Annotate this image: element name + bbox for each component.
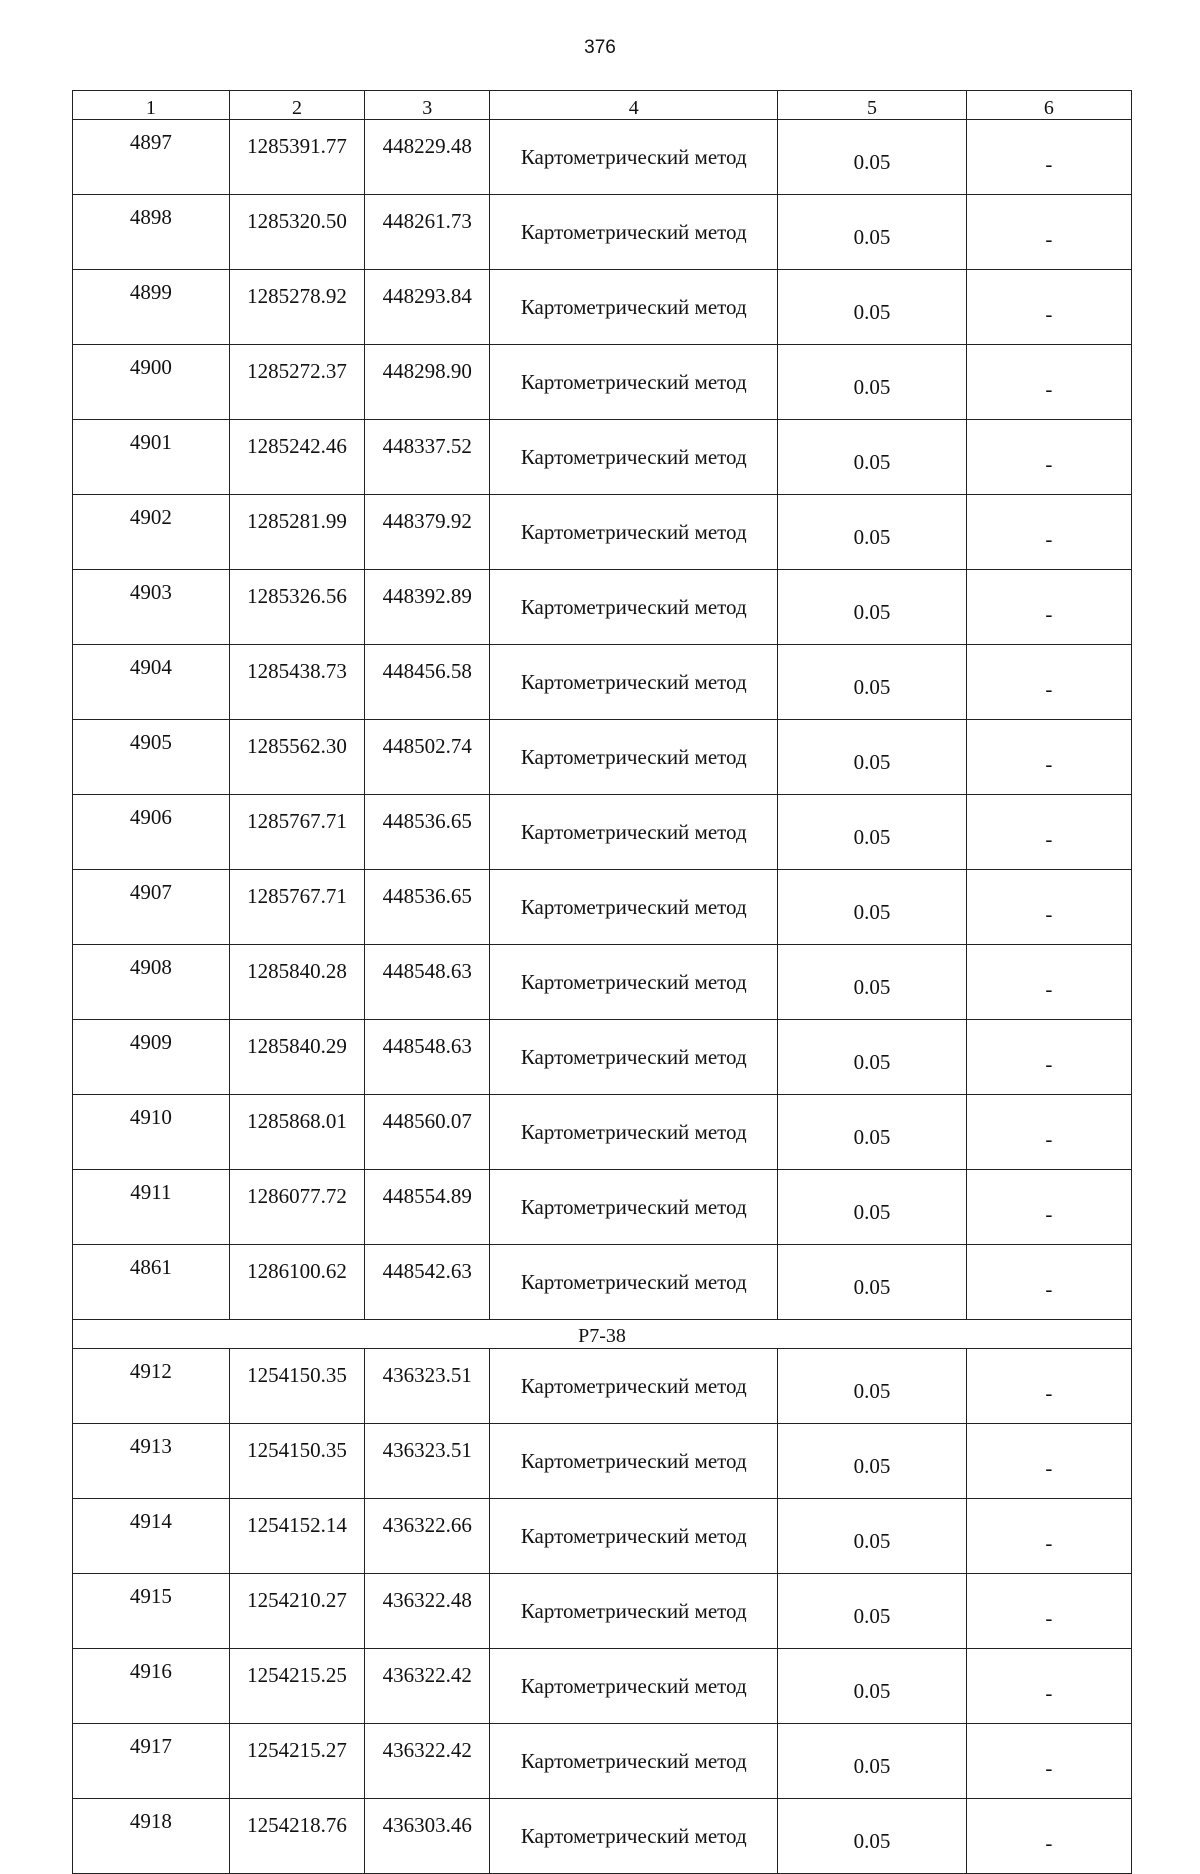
y-coordinate: 448542.63: [365, 1245, 490, 1320]
accuracy-cell: 0.05: [778, 1799, 967, 1874]
y-coordinate: 436322.66: [365, 1499, 490, 1574]
extra-cell: -: [966, 1499, 1131, 1574]
table-row: [73, 1649, 1132, 1724]
extra-cell: -: [966, 1649, 1131, 1724]
x-coordinate: 1285840.29: [229, 1020, 365, 1095]
x-coordinate: 1285438.73: [229, 645, 365, 720]
accuracy-cell: 0.05: [778, 870, 967, 945]
table-row: [73, 1799, 1132, 1874]
point-number: 4899: [73, 270, 230, 345]
table-row: [73, 720, 1132, 795]
table-row: [73, 1349, 1132, 1424]
extra-cell: -: [966, 1020, 1131, 1095]
point-number: 4910: [73, 1095, 230, 1170]
point-number: 4905: [73, 720, 230, 795]
x-coordinate: 1254215.25: [229, 1649, 365, 1724]
accuracy-cell: 0.05: [778, 1499, 967, 1574]
point-number: 4913: [73, 1424, 230, 1499]
y-coordinate: 448536.65: [365, 795, 490, 870]
y-coordinate: 448456.58: [365, 645, 490, 720]
table-row: [73, 1170, 1132, 1245]
y-coordinate: 448229.48: [365, 120, 490, 195]
table-row: [73, 345, 1132, 420]
accuracy-cell: 0.05: [778, 645, 967, 720]
accuracy-cell: 0.05: [778, 945, 967, 1020]
section-label: Р7-38: [73, 1320, 1132, 1349]
method-cell: Картометрический метод: [490, 495, 778, 570]
extra-cell: -: [966, 870, 1131, 945]
accuracy-cell: 0.05: [778, 1724, 967, 1799]
table-row: [73, 570, 1132, 645]
accuracy-cell: 0.05: [778, 1349, 967, 1424]
table-row: [73, 1424, 1132, 1499]
method-cell: Картометрический метод: [490, 945, 778, 1020]
method-cell: Картометрический метод: [490, 1349, 778, 1424]
y-coordinate: 448548.63: [365, 945, 490, 1020]
page-number: 376: [584, 37, 616, 58]
y-coordinate: 448554.89: [365, 1170, 490, 1245]
point-number: 4901: [73, 420, 230, 495]
x-coordinate: 1285767.71: [229, 870, 365, 945]
method-cell: Картометрический метод: [490, 1170, 778, 1245]
extra-cell: -: [966, 345, 1131, 420]
y-coordinate: 448548.63: [365, 1020, 490, 1095]
table-row: [73, 795, 1132, 870]
point-number: 4898: [73, 195, 230, 270]
x-coordinate: 1285272.37: [229, 345, 365, 420]
extra-cell: -: [966, 1724, 1131, 1799]
point-number: 4908: [73, 945, 230, 1020]
y-coordinate: 436323.51: [365, 1424, 490, 1499]
method-cell: Картометрический метод: [490, 1649, 778, 1724]
y-coordinate: 448379.92: [365, 495, 490, 570]
accuracy-cell: 0.05: [778, 570, 967, 645]
table-row: [73, 1245, 1132, 1320]
x-coordinate: 1254218.76: [229, 1799, 365, 1874]
y-coordinate: 448298.90: [365, 345, 490, 420]
point-number: 4902: [73, 495, 230, 570]
method-cell: Картометрический метод: [490, 120, 778, 195]
method-cell: Картометрический метод: [490, 1724, 778, 1799]
accuracy-cell: 0.05: [778, 1649, 967, 1724]
y-coordinate: 448392.89: [365, 570, 490, 645]
point-number: 4915: [73, 1574, 230, 1649]
y-coordinate: 448337.52: [365, 420, 490, 495]
column-header: 1: [73, 91, 230, 120]
y-coordinate: 448293.84: [365, 270, 490, 345]
table-row: [73, 420, 1132, 495]
extra-cell: -: [966, 1799, 1131, 1874]
point-number: 4907: [73, 870, 230, 945]
y-coordinate: 436322.42: [365, 1649, 490, 1724]
accuracy-cell: 0.05: [778, 120, 967, 195]
column-header: 5: [778, 91, 967, 120]
table-row: [73, 1020, 1132, 1095]
extra-cell: -: [966, 795, 1131, 870]
point-number: 4917: [73, 1724, 230, 1799]
accuracy-cell: 0.05: [778, 420, 967, 495]
extra-cell: -: [966, 420, 1131, 495]
section-row: [73, 1320, 1132, 1349]
accuracy-cell: 0.05: [778, 1020, 967, 1095]
x-coordinate: 1286077.72: [229, 1170, 365, 1245]
y-coordinate: 436303.46: [365, 1799, 490, 1874]
method-cell: Картометрический метод: [490, 195, 778, 270]
extra-cell: -: [966, 1245, 1131, 1320]
point-number: 4861: [73, 1245, 230, 1320]
accuracy-cell: 0.05: [778, 1170, 967, 1245]
x-coordinate: 1254152.14: [229, 1499, 365, 1574]
column-header: 4: [490, 91, 778, 120]
y-coordinate: 448261.73: [365, 195, 490, 270]
coordinates-table: [72, 90, 1132, 1874]
table-row: [73, 195, 1132, 270]
method-cell: Картометрический метод: [490, 570, 778, 645]
x-coordinate: 1285242.46: [229, 420, 365, 495]
column-header: 2: [229, 91, 365, 120]
method-cell: Картометрический метод: [490, 1095, 778, 1170]
x-coordinate: 1286100.62: [229, 1245, 365, 1320]
y-coordinate: 436322.48: [365, 1574, 490, 1649]
point-number: 4897: [73, 120, 230, 195]
point-number: 4916: [73, 1649, 230, 1724]
extra-cell: -: [966, 570, 1131, 645]
point-number: 4914: [73, 1499, 230, 1574]
table-row: [73, 945, 1132, 1020]
point-number: 4903: [73, 570, 230, 645]
accuracy-cell: 0.05: [778, 345, 967, 420]
table-row: [73, 870, 1132, 945]
extra-cell: -: [966, 195, 1131, 270]
point-number: 4900: [73, 345, 230, 420]
y-coordinate: 448536.65: [365, 870, 490, 945]
point-number: 4904: [73, 645, 230, 720]
column-header: 6: [966, 91, 1131, 120]
point-number: 4909: [73, 1020, 230, 1095]
method-cell: Картометрический метод: [490, 345, 778, 420]
method-cell: Картометрический метод: [490, 870, 778, 945]
y-coordinate: 436323.51: [365, 1349, 490, 1424]
method-cell: Картометрический метод: [490, 1574, 778, 1649]
x-coordinate: 1254150.35: [229, 1349, 365, 1424]
table-row: [73, 120, 1132, 195]
table-row: [73, 1574, 1132, 1649]
method-cell: Картометрический метод: [490, 1424, 778, 1499]
extra-cell: -: [966, 120, 1131, 195]
extra-cell: -: [966, 1574, 1131, 1649]
extra-cell: -: [966, 1424, 1131, 1499]
x-coordinate: 1285562.30: [229, 720, 365, 795]
x-coordinate: 1254210.27: [229, 1574, 365, 1649]
method-cell: Картометрический метод: [490, 1799, 778, 1874]
extra-cell: -: [966, 1095, 1131, 1170]
table-header-row: [73, 91, 1132, 120]
x-coordinate: 1285281.99: [229, 495, 365, 570]
method-cell: Картометрический метод: [490, 270, 778, 345]
point-number: 4918: [73, 1799, 230, 1874]
accuracy-cell: 0.05: [778, 270, 967, 345]
y-coordinate: 436322.42: [365, 1724, 490, 1799]
accuracy-cell: 0.05: [778, 1424, 967, 1499]
accuracy-cell: 0.05: [778, 495, 967, 570]
extra-cell: -: [966, 1170, 1131, 1245]
method-cell: Картометрический метод: [490, 420, 778, 495]
x-coordinate: 1254215.27: [229, 1724, 365, 1799]
x-coordinate: 1285767.71: [229, 795, 365, 870]
accuracy-cell: 0.05: [778, 795, 967, 870]
column-header: 3: [365, 91, 490, 120]
y-coordinate: 448560.07: [365, 1095, 490, 1170]
accuracy-cell: 0.05: [778, 1245, 967, 1320]
table-row: [73, 1095, 1132, 1170]
point-number: 4912: [73, 1349, 230, 1424]
method-cell: Картометрический метод: [490, 1245, 778, 1320]
point-number: 4911: [73, 1170, 230, 1245]
method-cell: Картометрический метод: [490, 1499, 778, 1574]
table-row: [73, 495, 1132, 570]
method-cell: Картометрический метод: [490, 645, 778, 720]
x-coordinate: 1285326.56: [229, 570, 365, 645]
accuracy-cell: 0.05: [778, 1574, 967, 1649]
extra-cell: -: [966, 1349, 1131, 1424]
point-number: 4906: [73, 795, 230, 870]
x-coordinate: 1285320.50: [229, 195, 365, 270]
table-row: [73, 645, 1132, 720]
table-row: [73, 270, 1132, 345]
x-coordinate: 1254150.35: [229, 1424, 365, 1499]
accuracy-cell: 0.05: [778, 720, 967, 795]
y-coordinate: 448502.74: [365, 720, 490, 795]
x-coordinate: 1285391.77: [229, 120, 365, 195]
accuracy-cell: 0.05: [778, 195, 967, 270]
accuracy-cell: 0.05: [778, 1095, 967, 1170]
table-row: [73, 1724, 1132, 1799]
x-coordinate: 1285840.28: [229, 945, 365, 1020]
method-cell: Картометрический метод: [490, 720, 778, 795]
extra-cell: -: [966, 720, 1131, 795]
method-cell: Картометрический метод: [490, 1020, 778, 1095]
method-cell: Картометрический метод: [490, 795, 778, 870]
extra-cell: -: [966, 270, 1131, 345]
extra-cell: -: [966, 945, 1131, 1020]
x-coordinate: 1285278.92: [229, 270, 365, 345]
table-row: [73, 1499, 1132, 1574]
extra-cell: -: [966, 495, 1131, 570]
extra-cell: -: [966, 645, 1131, 720]
x-coordinate: 1285868.01: [229, 1095, 365, 1170]
